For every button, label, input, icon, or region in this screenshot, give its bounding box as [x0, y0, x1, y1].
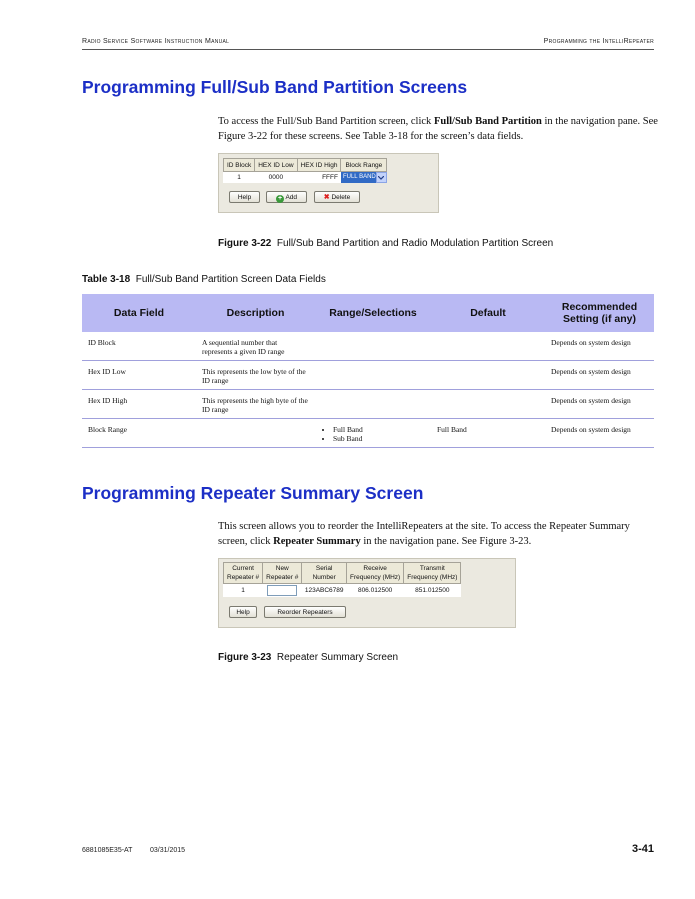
para-text: in the navigation pane. See Figure 3-23.	[360, 536, 532, 547]
cell-description	[196, 419, 315, 448]
grid-cell: FFFF	[322, 174, 338, 181]
cell-default: Full Band	[431, 419, 545, 448]
nav-item-reference: Repeater Summary	[273, 536, 361, 547]
grid-cell: 806.012500	[357, 587, 393, 594]
footer-date: 03/31/2015	[150, 847, 186, 854]
partition-grid	[223, 158, 387, 183]
table-3-18-caption	[82, 274, 326, 285]
cell-field: Hex ID Low	[82, 361, 196, 390]
delete-icon: ✖	[323, 194, 330, 201]
cell-recommended: Depends on system design	[545, 390, 654, 419]
caption-text: Full/Sub Band Partition and Radio Modulation Partition Screen	[276, 238, 554, 249]
nav-item-reference: Full/Sub Band Partition	[433, 116, 542, 127]
grid-row[interactable]	[224, 584, 461, 598]
caption-text: Full/Sub Band Partition Screen Data Fields	[135, 274, 326, 285]
grid-header: HEX ID High	[297, 159, 341, 172]
grid-header: Receive Frequency (MHz)	[347, 563, 404, 584]
header-rule	[82, 49, 654, 50]
grid-cell: 1	[237, 174, 241, 181]
cell-range	[315, 390, 431, 419]
cell-field: Block Range	[82, 419, 196, 448]
figure-3-22-caption	[218, 238, 553, 249]
block-range-value: FULL BAND	[341, 172, 376, 183]
table-row	[82, 390, 654, 419]
grid-cell: 123ABC6789	[304, 587, 344, 594]
add-button[interactable]	[266, 191, 307, 203]
cell-recommended: Depends on system design	[545, 419, 654, 448]
column-header: Range/Selections	[315, 294, 431, 332]
cell-field: ID Block	[82, 332, 196, 361]
cell-description: A sequential number that represents a given ID range	[196, 332, 315, 361]
chevron-down-icon[interactable]	[376, 172, 387, 183]
delete-button-label: Delete	[331, 194, 351, 201]
new-repeater-cell	[263, 584, 302, 598]
column-header: Default	[431, 294, 545, 332]
running-header-left: Radio Service Software Instruction Manual	[82, 38, 230, 45]
table-header-row	[82, 294, 654, 332]
caption-number: Figure 3-23	[218, 652, 272, 663]
page-number: 3-41	[631, 843, 654, 855]
column-header: Description	[196, 294, 315, 332]
add-icon: +	[277, 195, 283, 202]
block-range-select[interactable]	[341, 172, 387, 184]
help-button[interactable]: Help	[229, 606, 257, 618]
cell-default	[431, 390, 545, 419]
grid-header: Transmit Frequency (MHz)	[404, 563, 461, 584]
cell-default	[431, 332, 545, 361]
grid-header: ID Block	[224, 159, 255, 172]
grid-header: HEX ID Low	[255, 159, 297, 172]
cell-description: This represents the high byte of the ID range	[196, 390, 315, 419]
repeater-summary-screen-capture	[218, 558, 516, 628]
add-button-label: Add	[285, 194, 298, 201]
footer-doc-id: 6881085E35-AT	[82, 847, 133, 854]
cell-recommended: Depends on system design	[545, 361, 654, 390]
grid-cell: 851.012500	[415, 587, 450, 594]
data-fields-table	[82, 294, 654, 448]
cell-field: Hex ID High	[82, 390, 196, 419]
grid-header: Block Range	[341, 159, 387, 172]
figure-3-23-caption	[218, 652, 398, 663]
section-title-repeater-summary: Programming Repeater Summary Screen	[82, 483, 424, 503]
caption-number: Table 3-18	[82, 274, 131, 285]
help-button[interactable]: Help	[229, 191, 260, 203]
column-header: Data Field	[82, 294, 196, 332]
new-repeater-input[interactable]	[267, 585, 297, 596]
cell-range	[315, 419, 431, 448]
para-text: This screen allows you to reorder the IntelliRepeaters at the site. To access the Repeater Summary screen, click	[218, 521, 630, 547]
table-row	[82, 419, 654, 448]
section-title-partition: Programming Full/Sub Band Partition Screens	[82, 77, 468, 97]
cell-default	[431, 361, 545, 390]
para-text: To access the Full/Sub Band Partition screen, click	[218, 116, 434, 127]
cell-recommended: Depends on system design	[545, 332, 654, 361]
caption-number: Figure 3-22	[218, 238, 272, 249]
reorder-repeaters-button[interactable]: Reorder Repeaters	[264, 606, 346, 618]
grid-header: New Repeater #	[263, 563, 302, 584]
range-option: • Full Band	[333, 425, 425, 434]
partition-screen-capture	[218, 153, 439, 213]
cell-range	[315, 361, 431, 390]
caption-text: Repeater Summary Screen	[276, 652, 399, 663]
para-text: in the navigation pane. See Figure 3-22 for these screens. See Table 3-18 for the screen’s data fields.	[218, 116, 658, 142]
grid-header: Serial Number	[302, 563, 347, 584]
section-repeater-paragraph	[218, 519, 658, 549]
cell-range	[315, 332, 431, 361]
repeater-grid	[223, 562, 461, 597]
grid-row[interactable]	[224, 172, 387, 184]
grid-cell: 0000	[268, 174, 284, 181]
table-row	[82, 361, 654, 390]
range-option: • Sub Band	[333, 434, 425, 443]
delete-button[interactable]	[314, 191, 360, 203]
cell-description: This represents the low byte of the ID range	[196, 361, 315, 390]
running-header-right: Programming the IntelliRepeater	[543, 38, 654, 45]
table-row	[82, 332, 654, 361]
section-partition-paragraph	[218, 114, 658, 144]
grid-cell: 1	[241, 587, 245, 594]
grid-header: Current Repeater #	[224, 563, 263, 584]
column-header: Recommended Setting (if any)	[545, 294, 654, 332]
